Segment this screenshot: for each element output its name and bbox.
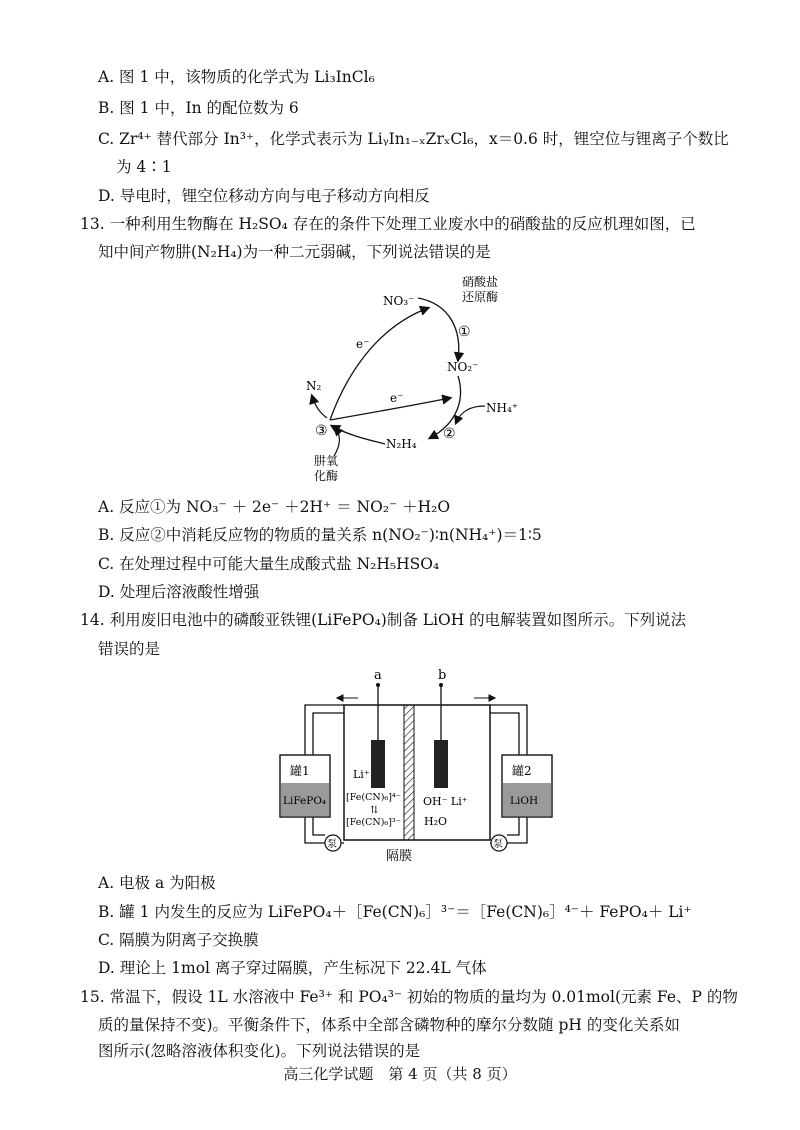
q14-electrolysis-diagram xyxy=(278,665,554,870)
enzyme3-label-2: 化酶 xyxy=(314,469,339,483)
pump-right-label: 泵 xyxy=(493,839,503,850)
step2-label: ② xyxy=(443,426,456,442)
q13-stem: 13. 一种利用生物酶在 H₂SO₄ 存在的条件下处理工业废水中的硝酸盐的反应机理如图，已 xyxy=(80,215,696,233)
tank-1-content: LiFePO₄ xyxy=(283,795,327,807)
tank-2-label: 罐2 xyxy=(512,764,532,778)
enzyme3-label: 肼氧 xyxy=(314,454,339,468)
left-arrow: ⇅ xyxy=(370,805,379,816)
q13-option-b: B. 反应②中消耗反应物的物质的量关系 n(NO₂⁻)∶n(NH₄⁺)＝1∶5 xyxy=(98,526,542,544)
q12-option-c: C. Zr⁴⁺ 替代部分 In³⁺，化学式表示为 LiᵧIn₁₋ₓZrₓCl₆，x＝0.6 时，锂空位与锂离子个数比 xyxy=(98,130,729,148)
electrode-a xyxy=(371,740,385,788)
q14-stem-cont: 错误的是 xyxy=(98,640,161,658)
left-li-ion: Li⁺ xyxy=(353,768,370,781)
q14-option-a: A. 电极 a 为阳极 xyxy=(98,874,216,892)
q14-option-b: B. 罐 1 内发生的反应为 LiFePO₄＋［Fe(CN)₆］³⁻＝［Fe(CN)₆］⁴⁻＋ FePO₄＋ Li⁺ xyxy=(98,903,692,921)
q12-option-b: B. 图 1 中，In 的配位数为 6 xyxy=(98,99,299,117)
n2-label: N₂ xyxy=(306,379,322,393)
arrow-enzyme3 xyxy=(334,428,339,456)
q13-option-a: A. 反应①为 NO₃⁻ ＋ 2e⁻ ＋2H⁺ ＝ NO₂⁻ ＋H₂O xyxy=(98,498,451,516)
left-complex-2: [Fe(CN)₆]³⁻ xyxy=(346,817,401,828)
q12-option-a: A. 图 1 中，该物质的化学式为 Li₃InCl₆ xyxy=(98,68,375,86)
n2h4-label: N₂H₄ xyxy=(386,437,417,451)
electrode-b-label: b xyxy=(438,668,447,683)
q12-option-c-cont: 为 4∶1 xyxy=(116,158,172,176)
q13-stem-cont: 知中间产物肼(N₂H₄)为一种二元弱碱，下列说法错误的是 xyxy=(98,243,491,261)
q14-option-c: C. 隔膜为阴离子交换膜 xyxy=(98,931,259,949)
electrode-b xyxy=(434,740,448,788)
water-label: H₂O xyxy=(424,815,448,828)
q13-option-d: D. 处理后溶液酸性增强 xyxy=(98,583,260,601)
q15-stem-cont-2: 图所示(忽略溶液体积变化)。下列说法错误的是 xyxy=(98,1042,421,1060)
q12-option-d: D. 导电时，锂空位移动方向与电子移动方向相反 xyxy=(98,187,430,205)
tank-2-content: LiOH xyxy=(510,795,539,807)
right-ions: OH⁻ Li⁺ xyxy=(423,795,468,808)
membrane xyxy=(404,705,414,840)
q14-option-d: D. 理论上 1mol 离子穿过隔膜，产生标况下 22.4L 气体 xyxy=(98,959,487,977)
q14-stem: 14. 利用废旧电池中的磷酸亚铁锂(LiFePO₄)制备 LiOH 的电解装置如图所示。下列说法 xyxy=(80,611,687,629)
q13-option-c: C. 在处理过程中可能大量生成酸式盐 N₂H₅HSO₄ xyxy=(98,555,440,573)
arrow-step1 xyxy=(418,298,459,360)
membrane-label: 隔膜 xyxy=(386,849,413,864)
page-footer: 高三化学试题 第 4 页（共 8 页） xyxy=(283,1065,517,1083)
tank-1-label: 罐1 xyxy=(290,764,310,778)
arrow-nh4-in xyxy=(456,406,485,423)
q15-stem: 15. 常温下，假设 1L 水溶液中 Fe³⁺ 和 PO₄³⁻ 初始的物质的量均为 0.01mol(元素 Fe、P 的物 xyxy=(80,988,738,1006)
step1-label: ① xyxy=(458,324,471,340)
electrode-a-label: a xyxy=(374,668,382,683)
q15-stem-cont-1: 质的量保持不变)。平衡条件下，体系中全部含磷物种的摩尔分数随 pH 的变化关系如 xyxy=(98,1016,680,1034)
left-complex-1: [Fe(CN)₆]⁴⁻ xyxy=(346,792,401,803)
arrow-electron-1 xyxy=(330,308,428,420)
arrow-n2-out xyxy=(312,396,327,418)
e-label-2: e⁻ xyxy=(390,391,404,405)
q13-mechanism-diagram xyxy=(290,268,530,490)
no2-label: NO₂⁻ xyxy=(447,360,479,374)
step3-label: ③ xyxy=(315,423,328,439)
e-label-1: e⁻ xyxy=(356,337,370,351)
enzyme1-label: 硝酸盐 xyxy=(462,275,499,289)
no3-label: NO₃⁻ xyxy=(383,294,415,308)
nh4-label: NH₄⁺ xyxy=(486,401,519,415)
pump-left-label: 泵 xyxy=(327,839,337,850)
enzyme1-label-2: 还原酶 xyxy=(462,290,499,304)
